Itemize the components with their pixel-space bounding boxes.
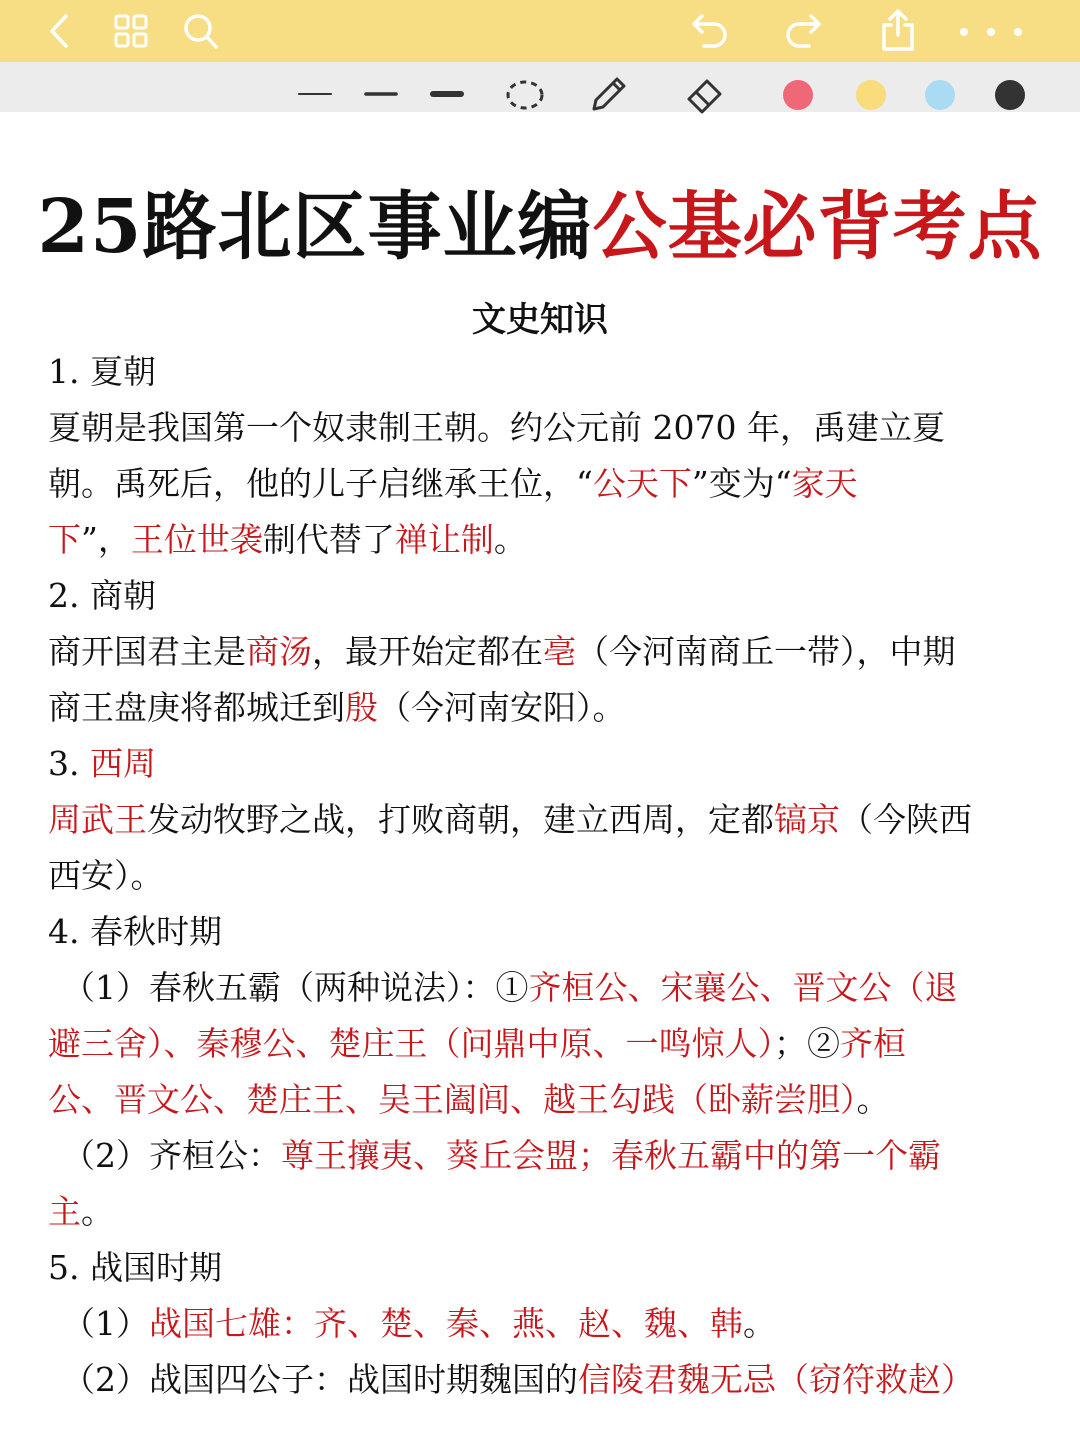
section-subtitle: 文史知识 — [472, 300, 608, 340]
redo-icon[interactable] — [783, 12, 823, 50]
thin-line-icon[interactable] — [298, 92, 332, 96]
heading-xia: 1. 夏朝 — [48, 352, 156, 391]
color-swatch-blue[interactable] — [925, 80, 955, 110]
title-black-part: 25路北区事业编 — [37, 184, 593, 270]
para-chunqiu-2: （2）齐桓公：尊王攘夷、葵丘会盟；春秋五霸中的第一个霸 — [62, 1136, 941, 1175]
back-icon[interactable] — [42, 12, 76, 50]
thick-line-icon[interactable] — [430, 89, 464, 99]
undo-icon[interactable] — [690, 12, 730, 50]
heading-shang: 2. 商朝 — [48, 576, 156, 615]
para-chunqiu-1: （1）春秋五霸（两种说法）：①齐桓公、宋襄公、晋文公（退 — [62, 968, 958, 1007]
para-chunqiu-2-cont: 主。 — [48, 1192, 114, 1231]
lasso-icon[interactable] — [504, 76, 546, 114]
medium-line-icon[interactable] — [364, 91, 398, 97]
para-xizhou: 周武王发动牧野之战，打败商朝，建立西周，定都镐京（今陕西 西安）。 — [48, 800, 972, 895]
para-xia: 夏朝是我国第一个奴隶制王朝。约公元前 2070 年，禹建立夏 朝。禹死后，他的儿子启继承王位，“公天下”变为“家天 下”，王位世袭制代替了禅让制。 — [48, 408, 945, 559]
para-zhanguo-2: （2）战国四公子：战国时期魏国的信陵君魏无忌（窃符救赵） — [62, 1360, 974, 1399]
color-swatch-pink[interactable] — [783, 80, 813, 110]
document-body — [48, 344, 1038, 1408]
para-shang: 商开国君主是商汤，最开始定都在亳（今河南商丘一带），中期 商王盘庚将都城迁到殷（今河南安阳）。 — [48, 632, 956, 727]
more-icon[interactable] — [956, 25, 1026, 39]
search-icon[interactable] — [182, 11, 220, 51]
para-chunqiu-1-cont: 避三舍）、秦穆公、楚庄王（问鼎中原、一鸣惊人）；②齐桓 公、晋文公、楚庄王、吴王阖闾、越王勾践（卧薪尝胆）。 — [48, 1024, 906, 1119]
top-app-bar — [0, 0, 1080, 62]
share-icon[interactable] — [879, 8, 917, 52]
eraser-icon[interactable] — [684, 73, 726, 115]
title-red-part: 公基必背考点 — [592, 184, 1043, 270]
pencil-icon[interactable] — [588, 73, 630, 115]
heading-zhanguo: 5. 战国时期 — [48, 1248, 222, 1287]
heading-chunqiu: 4. 春秋时期 — [48, 912, 222, 951]
page-title — [0, 168, 1080, 274]
para-zhanguo-1: （1）战国七雄：齐、楚、秦、燕、赵、魏、韩。 — [62, 1304, 776, 1343]
grid-icon[interactable] — [113, 13, 149, 49]
color-swatch-black[interactable] — [995, 80, 1025, 110]
heading-xizhou: 3. 西周 — [48, 744, 156, 783]
color-swatch-yellow[interactable] — [856, 80, 886, 110]
